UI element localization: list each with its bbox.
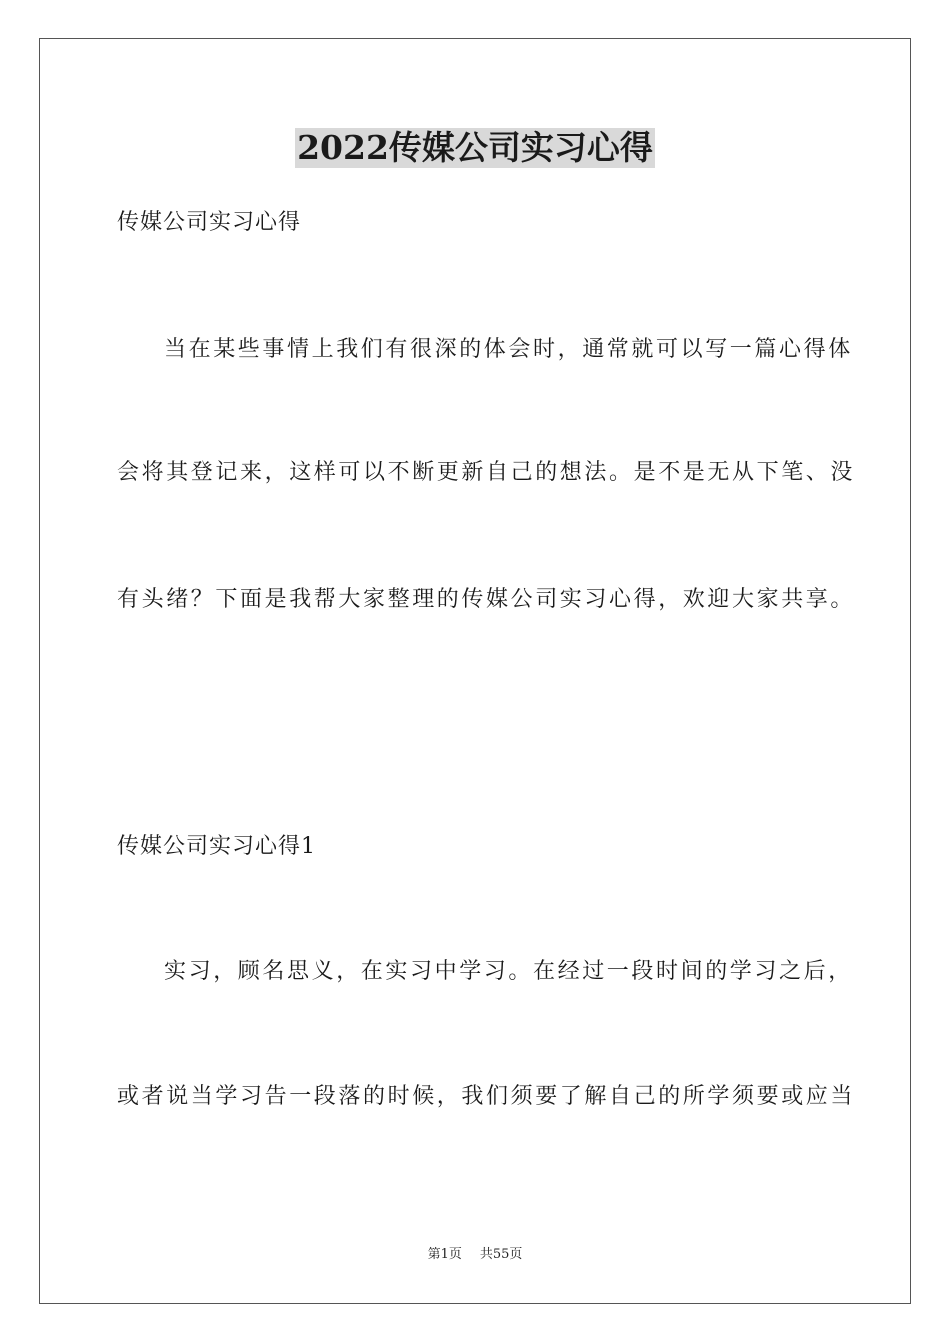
paragraph-line: 会将其登记来，这样可以不断更新自己的想法。是不是无从下笔、没 bbox=[117, 460, 856, 485]
paragraph-line: 有头绪？下面是我帮大家整理的传媒公司实习心得，欢迎大家共享。 bbox=[117, 587, 856, 612]
section-heading-1: 传媒公司实习心得1 bbox=[117, 834, 316, 859]
title-block bbox=[0, 128, 950, 168]
document-title: 2022传媒公司实习心得 bbox=[297, 128, 653, 167]
page-number: 第1页 bbox=[427, 1247, 462, 1262]
paragraph-line: 或者说当学习告一段落的时候，我们须要了解自己的所学须要或应当 bbox=[117, 1084, 856, 1109]
section-heading-intro: 传媒公司实习心得 bbox=[117, 210, 302, 235]
paragraph-line: 实习，顾名思义，在实习中学习。在经过一段时间的学习之后， bbox=[164, 959, 853, 984]
paragraph-line: 当在某些事情上我们有很深的体会时，通常就可以写一篇心得体 bbox=[164, 337, 853, 362]
page-footer bbox=[0, 1246, 950, 1264]
page-total: 共55页 bbox=[479, 1247, 523, 1262]
